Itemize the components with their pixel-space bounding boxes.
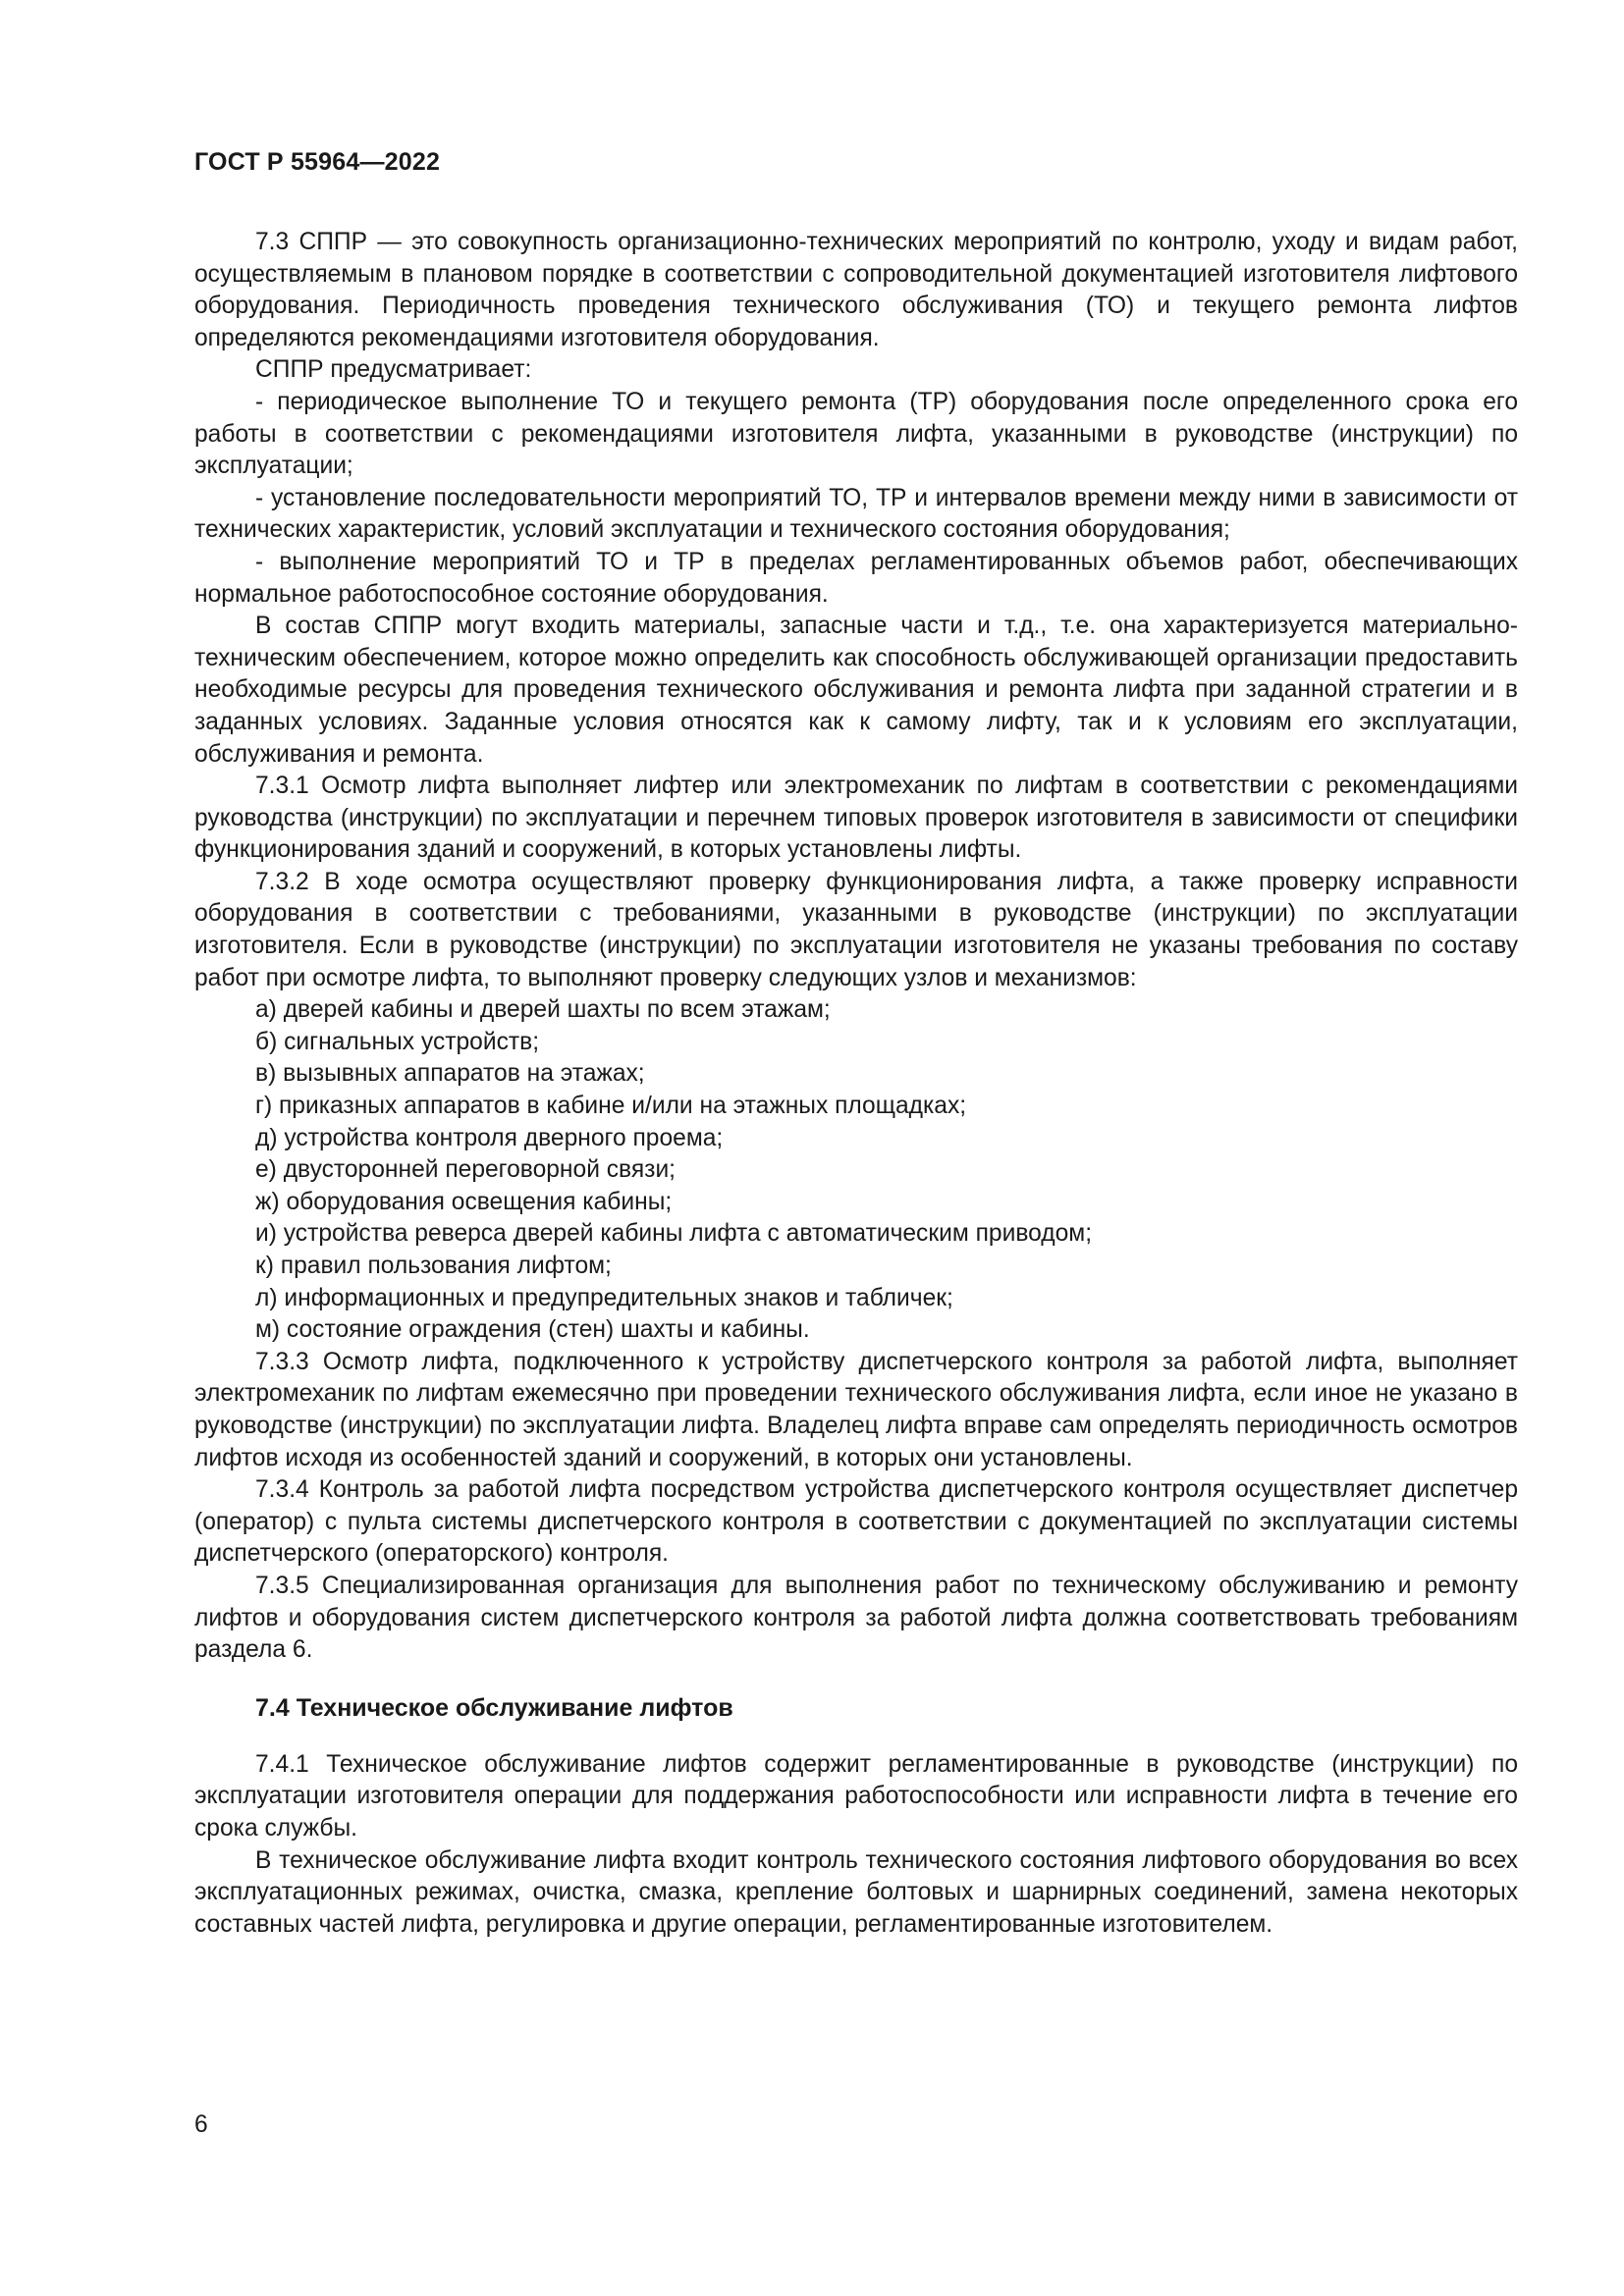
paragraph-7-3-5: 7.3.5 Специализированная организация для выполнения работ по техническому обслуживанию и ремонту лифтов и оборудования систем диспетчерского контроля за работой лифта должна соответствовать требованиям раздела 6. — [194, 1572, 1518, 1664]
list-item: к) правил пользования лифтом; — [255, 1253, 612, 1279]
paragraph-sppr-item-1: - периодическое выполнение ТО и текущего ремонта (ТР) оборудования после определенного срока его работы в соответствии с рекомендациями изготовителя лифта, указанными в руководстве (инструкции) по эксплуатации; — [194, 388, 1518, 480]
list-item: г) приказных аппаратов в кабине и/или на этажных площадках; — [255, 1093, 967, 1120]
list-item: д) устройства контроля дверного проема; — [255, 1124, 724, 1151]
section-heading-7-4: 7.4 Техническое обслуживание лифтов — [255, 1693, 733, 1722]
document-body — [194, 227, 1518, 1941]
paragraph-sppr-item-2: - установление последовательности мероприятий ТО, ТР и интервалов времени между ними в зависимости от технических характеристик, условий эксплуатации и технического состояния оборудования; — [194, 484, 1518, 544]
paragraph-7-4-1: 7.4.1 Техническое обслуживание лифтов содержит регламентированные в руководстве (инструкции) по эксплуатации изготовителя операции для поддержания работоспособности или исправности лифта в течение его срока службы. — [194, 1750, 1518, 1842]
list-item: в) вызывных аппаратов на этажах; — [255, 1060, 645, 1088]
document-header-code: ГОСТ Р 55964—2022 — [194, 148, 441, 176]
paragraph-7-3-1: 7.3.1 Осмотр лифта выполняет лифтер или электромеханик по лифтам в соответствии с рекомендациями руководства (инструкции) по эксплуатации и перечнем типовых проверок изготовителя в зависимости от специфики функционирования зданий и сооружений, в которых установлены лифты. — [194, 773, 1518, 864]
paragraph-maintenance-scope: В техническое обслуживание лифта входит контроль технического состояния лифтового оборудования во всех эксплуатационных режимах, очистка, смазка, крепление болтовых и шарнирных соединений, замена некоторых составных частей лифта, регулировка и другие операции, регламентированные изготовителем. — [194, 1846, 1518, 1938]
paragraph-sppr-intro: СППР предусматривает: — [255, 356, 532, 384]
paragraph-sppr-composition: В состав СППР могут входить материалы, запасные части и т.д., т.е. она характеризуется материально-техническим обеспечением, которое можно определить как способность обслуживающей организации предоставить необходимые ресурсы для проведения технического обслуживания и ремонта лифта при заданной стратегии и в заданных условиях. Заданные условия относятся как к самому лифту, так и к условиям его эксплуатации, обслуживания и ремонта. — [194, 613, 1518, 768]
paragraph-7-3-4: 7.3.4 Контроль за работой лифта посредством устройства диспетчерского контроля осуществляет диспетчер (оператор) с пульта системы диспетчерского контроля в соответствии с документацией по эксплуатации системы диспетчерского (операторского) контроля. — [194, 1476, 1518, 1568]
list-item: б) сигнальных устройств; — [255, 1028, 540, 1055]
list-item: и) устройства реверса дверей кабины лифта с автоматическим приводом; — [255, 1220, 1093, 1248]
list-item: л) информационных и предупредительных знаков и табличек; — [255, 1284, 953, 1311]
paragraph-7-3-2: 7.3.2 В ходе осмотра осуществляют проверку функционирования лифта, а также проверку исправности оборудования в соответствии с требованиями, указанными в руководстве (инструкции) по эксплуатации изготовителя. Если в руководстве (инструкции) по эксплуатации изготовителя не указаны требования по составу работ при осмотре лифта, то выполняют проверку следующих узлов и механизмов: — [194, 868, 1518, 991]
page-number: 6 — [194, 2111, 208, 2138]
list-item: ж) оборудования освещения кабины; — [255, 1188, 673, 1215]
list-item: м) состояние ограждения (стен) шахты и кабины. — [255, 1316, 810, 1344]
paragraph-7-3: 7.3 СППР — это совокупность организационно-технических мероприятий по контролю, уходу и видам работ, осуществляемым в плановом порядке в соответствии с сопроводительной документацией изготовителя лифтового оборудования. Периодичность проведения технического обслуживания (ТО) и текущего ремонта лифтов определяются рекомендациями изготовителя оборудования. — [194, 229, 1518, 351]
paragraph-7-3-3: 7.3.3 Осмотр лифта, подключенного к устройству диспетчерского контроля за работой лифта, выполняет электромеханик по лифтам ежемесячно при проведении технического обслуживания лифта, если иное не указано в руководстве (инструкции) по эксплуатации лифта. Владелец лифта вправе сам определять периодичность осмотров лифтов исходя из особенностей зданий и сооружений, в которых они установлены. — [194, 1348, 1518, 1471]
list-item: е) двусторонней переговорной связи; — [255, 1156, 677, 1184]
paragraph-sppr-item-3: - выполнение мероприятий ТО и ТР в пределах регламентированных объемов работ, обеспечивающих нормальное работоспособное состояние оборудования. — [194, 548, 1518, 608]
list-item: а) дверей кабины и дверей шахты по всем этажам; — [255, 996, 831, 1024]
